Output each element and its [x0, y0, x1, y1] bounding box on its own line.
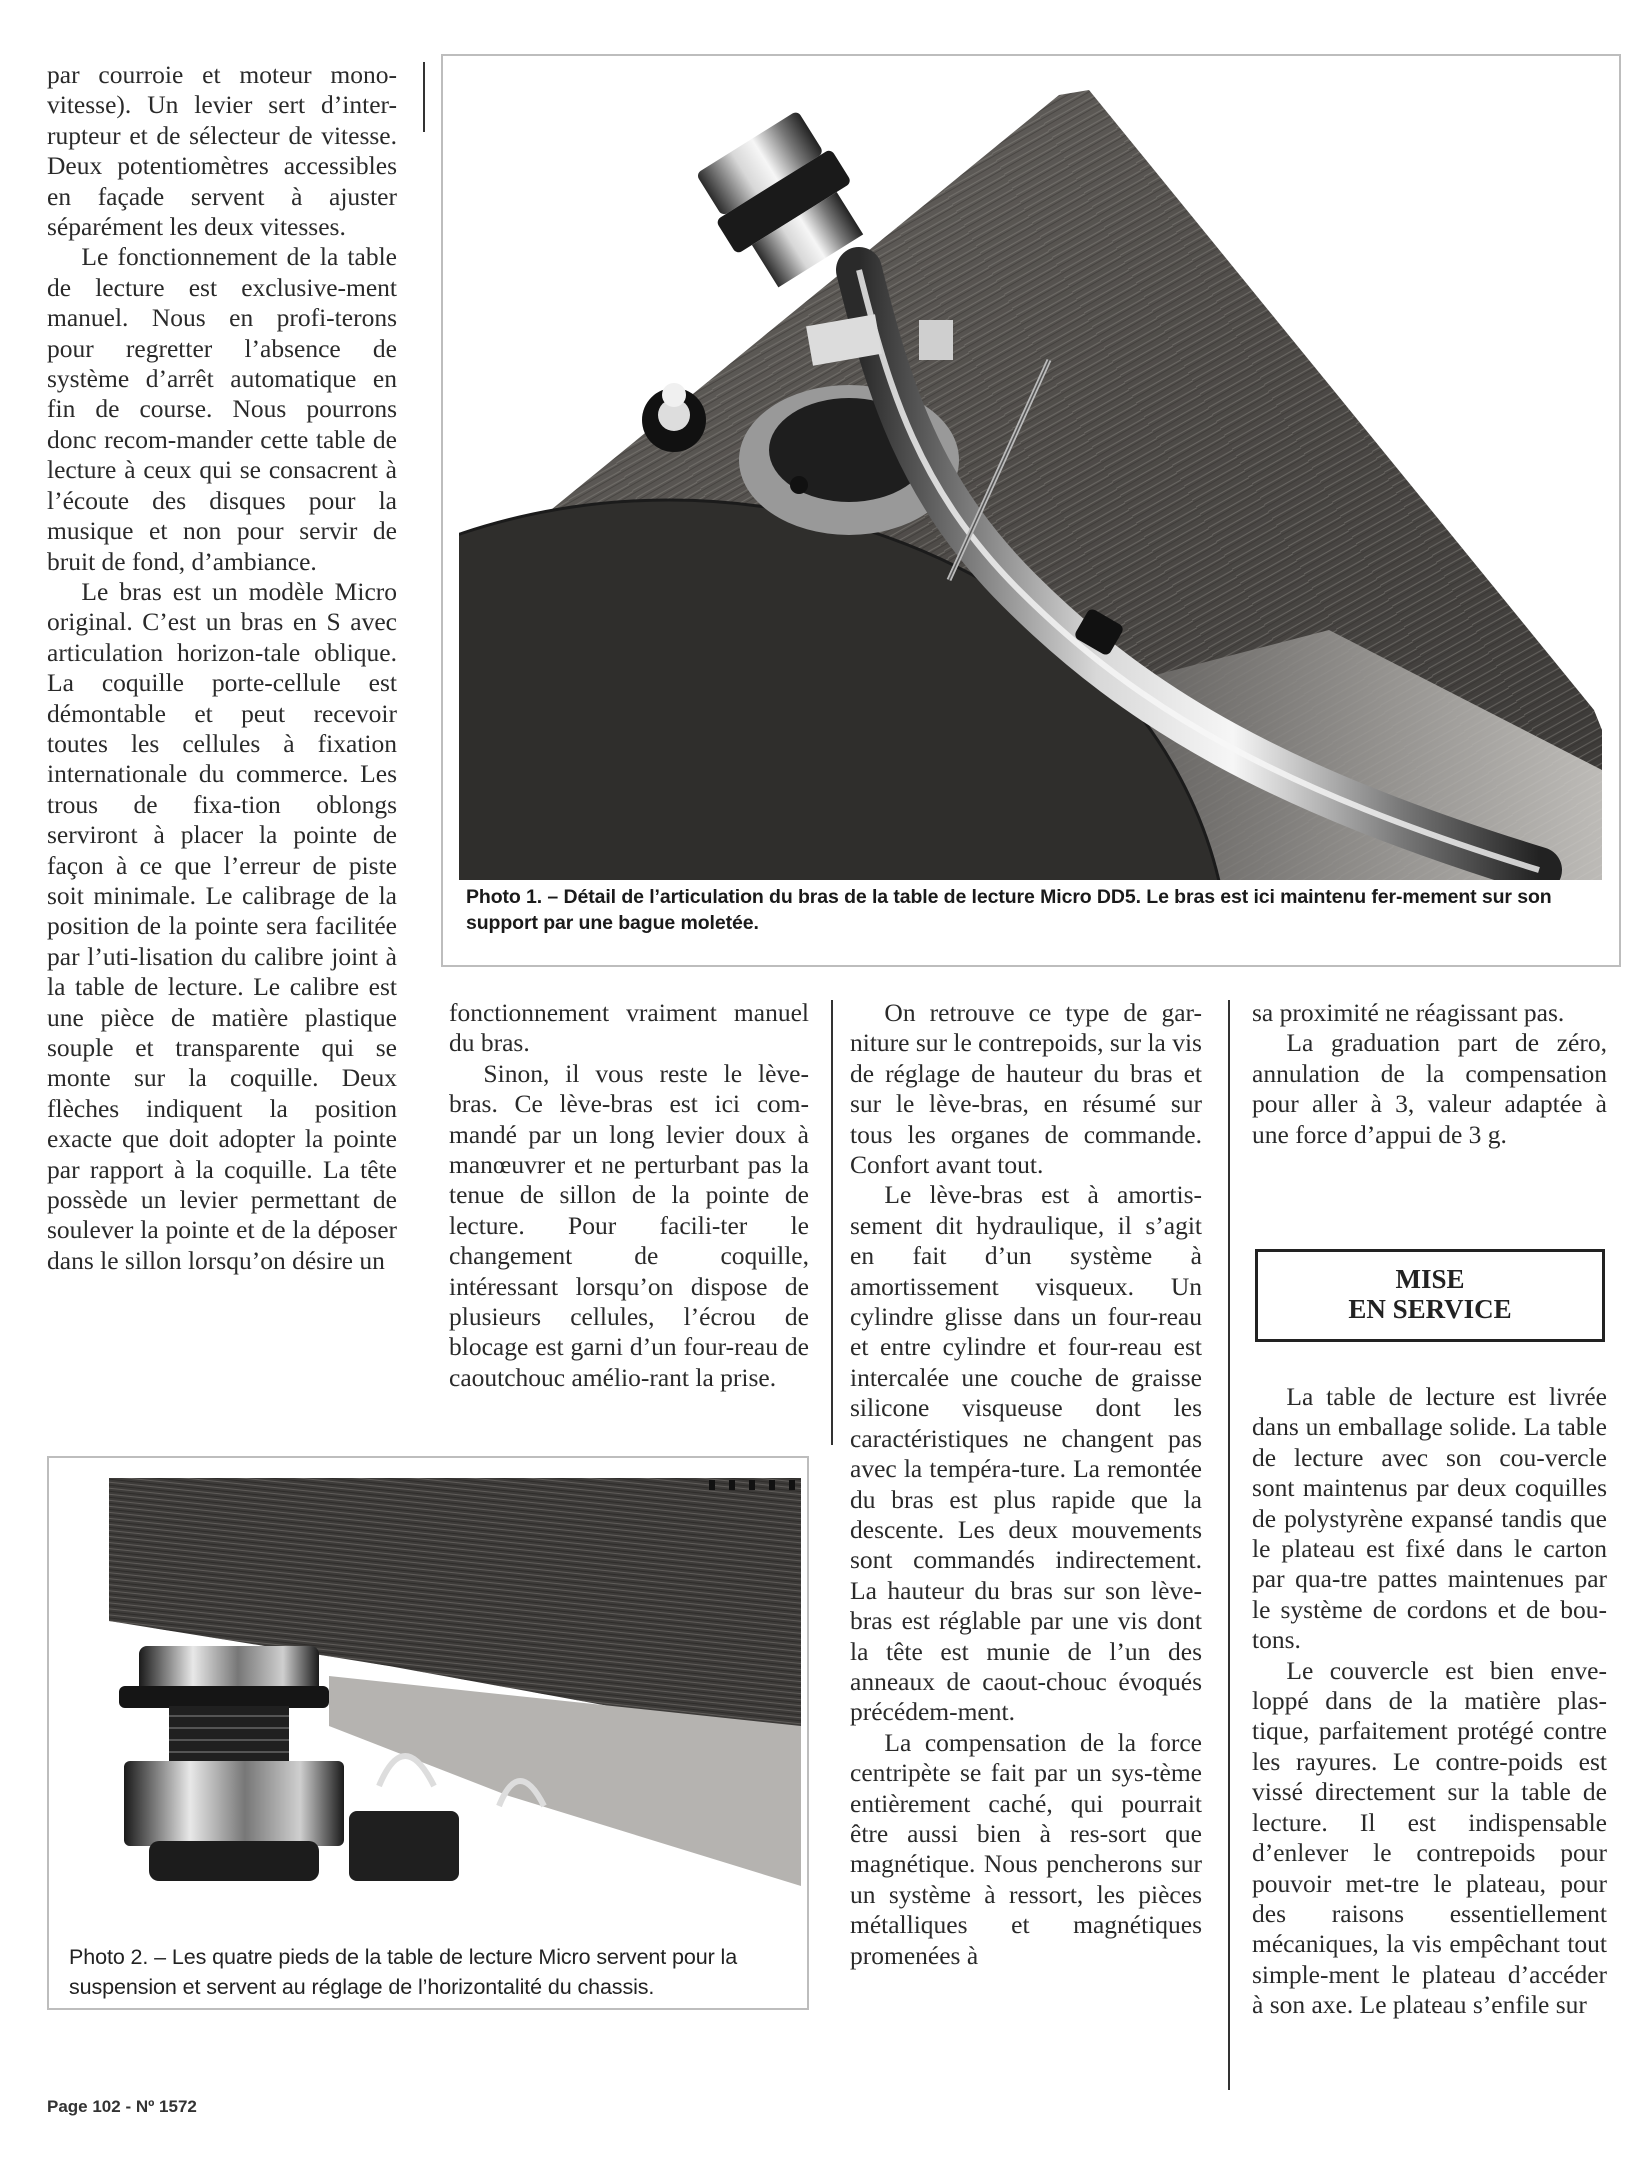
page-footer: Page 102 - Nº 1572: [47, 2097, 197, 2116]
article-column-4: [1252, 998, 1607, 1150]
column-divider: [423, 62, 425, 132]
section-heading-line-2: EN SERVICE: [1348, 1294, 1512, 1324]
tonearm-pivot-photo: [459, 70, 1602, 880]
paragraph: Le bras est un modèle Micro original. C’est un bras en S avec articulation horizon-tale oblique. La coquille porte-cellule est démontable et peut recevoir toutes les cellules à fixation internationale du commerce. Les trous de fixa-tion oblongs serviront à placer la pointe de façon à ce que l’erreur de piste soit minimale. Le calibrage de la position de la pointe sera facilitée par l’uti-lisation du calibre joint à la table de lecture. Le calibre est une pièce de matière plastique souple et transparente qui se monte sur la coquille. Deux flèches indiquent la position exacte que doit adopter la pointe par rapport à la coquille. La tête possède un levier permettant de soulever la pointe et de la déposer dans le sillon lorsqu’on désire un: [47, 576, 397, 1275]
paragraph: Le lève-bras est à amortis-sement dit hydraulique, il s’agit en fait d’un système à amortissement visqueux. Un cylindre glisse dans un four-reau et entre cylindre et four-reau est intercalée une couche de graisse silicone visqueuse dont les caractéristiques ne changent pas avec la tempéra-ture. La remontée du bras est plus rapide que la descente. Les deux mouvements sont commandés indirectement. La hauteur du bras sur son lève-bras est réglable par une vis dont la tête est munie de l’un des anneaux de caout-chouc évoqués précédem-ment.: [850, 1180, 1202, 1727]
photo-2-frame: [47, 1456, 809, 2010]
tonearm-illustration: [459, 70, 1602, 880]
paragraph: par courroie et moteur mono-vitesse). Un levier sert d’inter-rupteur et de sélecteur de vitesse. Deux potentiomètres accessibles en façade servent à ajuster séparément les deux vitesses.: [47, 60, 397, 242]
paragraph: Sinon, il vous reste le lève-bras. Ce lève-bras est ici com-mandé par un long levier doux à manœuvrer et ne perturbant pas la tenue de sillon de la pointe de lecture. Pour facili-ter le changement de coquille, intéressant lorsqu’on dispose de plusieurs cellules, l’écrou de blocage est garni d’un four-reau de caoutchouc amélio-rant la prise.: [449, 1058, 809, 1392]
photo-1-caption: Photo 1. – Détail de l’articulation du bras de la table de lecture Micro DD5. Le bras est ici maintenu fer-mement sur son support par une bague moletée.: [466, 886, 1552, 934]
paragraph: Le couvercle est bien enve-loppé dans de la matière plas-tique, parfaitement protégé contre les rayures. Le contre-poids est vissé directement sur la table de lecture. Il est indispensable d’enlever le contrepoids pour pouvoir met-tre le plateau, pour des raisons essentiellement mécaniques, la vis empêchant tout simple-ment le plateau d’accéder à son axe. Le plateau s’enfile sur: [1252, 1655, 1607, 2020]
paragraph: La table de lecture est livrée dans un emballage solide. La table de lecture avec son cou-vercle sont maintenus par deux coquilles de polystyrène expansé tandis que le plateau est fixé dans le carton par qua-tre pattes maintenues par le système de cordons et de bou-tons.: [1252, 1382, 1607, 1655]
column-divider: [1228, 1000, 1230, 2090]
paragraph: La graduation part de zéro, annulation de la compensation pour aller à 3, valeur adaptée à une force d’appui de 3 g.: [1252, 1028, 1607, 1149]
paragraph: La compensation de la force centripète se fait par un sys-tème entièrement caché, qui pourrait être aussi bien à res-sort que magnétique. Nous pencherons sur un système à ressort, les pièces métalliques et magnétiques promenées à: [850, 1727, 1202, 1970]
section-heading-box: [1255, 1249, 1605, 1342]
photo-2-caption: Photo 2. – Les quatre pieds de la table de lecture Micro servent pour la suspension et servent au réglage de l’horizontalité du chassis.: [69, 1945, 738, 1999]
article-column-1: [47, 60, 397, 1276]
paragraph: On retrouve ce type de gar-niture sur le contrepoids, sur la vis de réglage de hauteur du bras et sur le lève-bras, en résumé sur tous les organes de commande. Confort avant tout.: [850, 998, 1202, 1180]
paragraph: Le fonctionnement de la table de lecture est exclusive-ment manuel. Nous en profi-terons pour regretter l’absence de système d’arrêt automatique en fin de course. Nous pourrons donc recom-mander cette table de lecture à ceux qui se consacrent à l’écoute des disques pour la musique et non pour servir de bruit de fond, d’ambiance.: [47, 242, 397, 576]
article-column-4-section: [1252, 1382, 1607, 2021]
turntable-feet-photo: [89, 1466, 801, 1921]
feet-illustration: [89, 1466, 801, 1921]
column-divider: [831, 1000, 833, 1445]
article-column-3: [850, 998, 1202, 1971]
paragraph: fonctionnement vraiment manuel du bras.: [449, 998, 809, 1058]
photo-1-frame: [441, 54, 1621, 967]
section-heading-line-1: MISE: [1395, 1264, 1465, 1294]
article-column-2: [449, 998, 809, 1393]
paragraph: sa proximité ne réagissant pas.: [1252, 998, 1565, 1027]
